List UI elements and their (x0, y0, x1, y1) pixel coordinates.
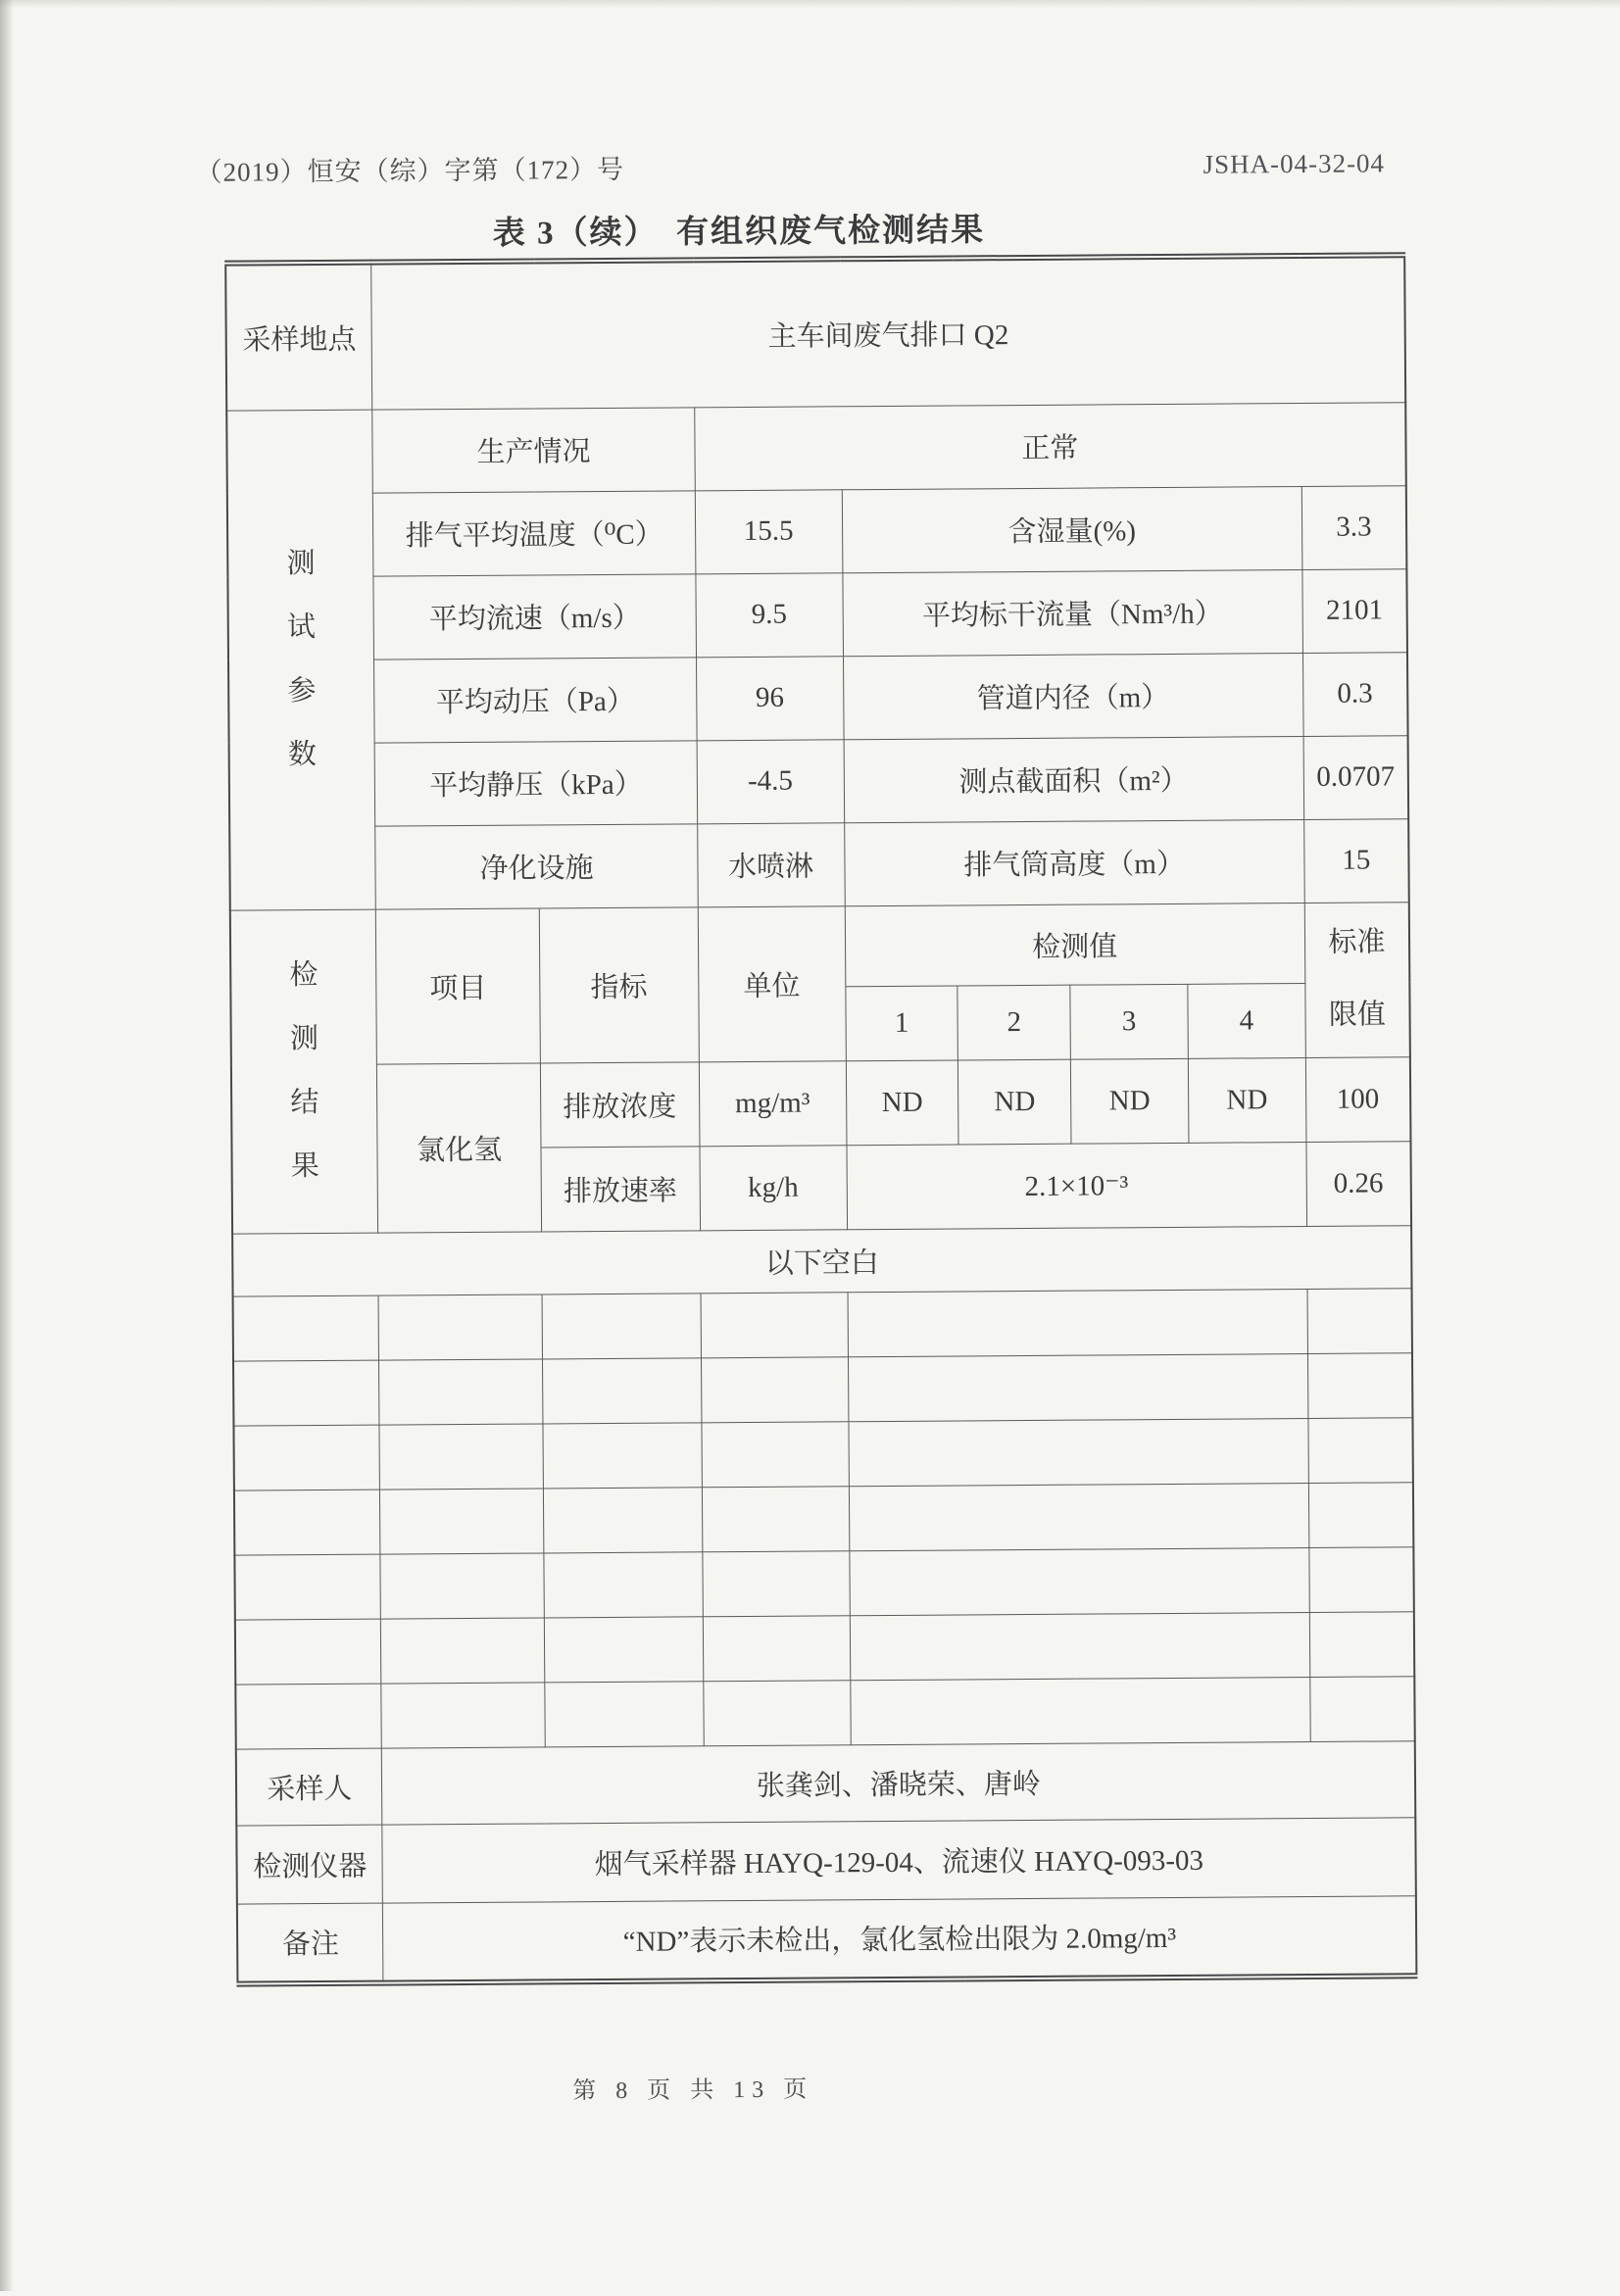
empty-cell (379, 1294, 543, 1359)
param-value: 3.3 (1301, 485, 1406, 569)
results-header-row (230, 902, 1410, 990)
blank-note-row (232, 1225, 1411, 1295)
empty-cell (381, 1682, 545, 1747)
empty-cell (542, 1357, 702, 1423)
empty-cell (849, 1418, 1309, 1486)
purification-value: 水喷淋 (697, 822, 845, 906)
empty-cell (1307, 1352, 1412, 1418)
empty-cell (701, 1292, 848, 1357)
blank-note: 以下空白 (232, 1225, 1411, 1295)
empty-cell (848, 1353, 1308, 1421)
production-row (226, 402, 1406, 493)
sampling-site-label: 采样地点 (225, 263, 372, 411)
param-value: 96 (696, 656, 844, 740)
purification-row (229, 818, 1409, 909)
result-value: ND (846, 1059, 958, 1145)
param-label: 平均静压（kPa） (375, 740, 698, 825)
indicator-header: 指标 (539, 906, 699, 1062)
empty-cell (233, 1295, 379, 1361)
empty-cell (544, 1616, 704, 1682)
param-value: -4.5 (697, 739, 845, 823)
empty-cell (702, 1486, 849, 1551)
empty-row (234, 1482, 1413, 1554)
param-label: 含湿量(%) (842, 486, 1302, 572)
empty-cell (235, 1619, 381, 1685)
production-value: 正常 (694, 402, 1405, 490)
form-code: JSHA-04-32-04 (1203, 148, 1386, 179)
empty-cell (1308, 1482, 1413, 1547)
instrument-row (236, 1817, 1416, 1903)
empty-cell (380, 1488, 544, 1553)
empty-cell (1307, 1288, 1412, 1353)
result-value: ND (1188, 1057, 1305, 1143)
param-label: 平均流速（m/s） (373, 573, 696, 659)
remark-value: “ND”表示未检出，氯化氢检出限为 2.0mg/m³ (383, 1895, 1417, 1982)
result-merged-value: 2.1×10⁻³ (847, 1142, 1307, 1229)
production-label: 生产情况 (372, 407, 695, 492)
item-header: 项目 (376, 907, 540, 1063)
empty-cell (543, 1551, 703, 1617)
empty-cell (381, 1617, 545, 1683)
page-number: 第 8 页 共 13 页 (572, 2076, 814, 2105)
empty-cell (849, 1547, 1309, 1615)
param-row (227, 485, 1407, 576)
empty-cell (234, 1554, 380, 1620)
result-value: ND (958, 1059, 1071, 1145)
limit-header: 标准 限值 (1304, 902, 1410, 1057)
sampler-label: 采样人 (236, 1748, 383, 1826)
empty-row (235, 1676, 1414, 1748)
empty-cell (235, 1684, 381, 1749)
param-row (227, 568, 1407, 659)
empty-cell (848, 1289, 1308, 1356)
param-value: 15.5 (695, 489, 843, 573)
result-indicator: 排放速率 (541, 1146, 701, 1231)
stack-height-label: 排气筒高度（m） (844, 819, 1304, 905)
empty-cell (850, 1677, 1310, 1744)
empty-cell (702, 1550, 849, 1616)
sampler-row (236, 1740, 1416, 1825)
empty-cell (234, 1490, 380, 1555)
empty-cell (703, 1680, 850, 1745)
result-value: ND (1070, 1058, 1188, 1144)
param-row (228, 652, 1408, 743)
param-row (229, 735, 1409, 826)
test-params-section-label: 测试参数 (226, 410, 376, 910)
sampling-site-value: 主车间废气排口 Q2 (371, 255, 1405, 409)
run-number: 3 (1070, 984, 1188, 1059)
empty-cell (379, 1423, 543, 1489)
empty-cell (702, 1421, 849, 1487)
empty-cell (1309, 1611, 1414, 1677)
empty-cell (233, 1360, 379, 1426)
empty-row (234, 1546, 1413, 1619)
empty-cell (701, 1356, 848, 1422)
table-title: 表 3（续） 有组织废气检测结果 (492, 213, 986, 252)
test-report-table (224, 252, 1417, 1986)
measured-values-header: 检测值 (845, 903, 1305, 986)
result-limit: 0.26 (1306, 1141, 1411, 1226)
results-section-label: 检测结果 (230, 909, 378, 1234)
param-value: 0.0707 (1303, 735, 1408, 819)
param-value: 9.5 (696, 572, 844, 657)
run-number: 1 (845, 985, 957, 1060)
purification-label: 净化设施 (375, 823, 698, 908)
param-label: 管道内径（m） (843, 653, 1303, 739)
param-label: 测点截面积（m²） (844, 736, 1304, 822)
remark-row (237, 1895, 1417, 1983)
result-unit: kg/h (700, 1145, 848, 1230)
empty-row (233, 1288, 1412, 1360)
result-limit: 100 (1305, 1056, 1410, 1142)
instrument-value: 烟气采样器 HAYQ-129-04、流速仪 HAYQ-093-03 (382, 1817, 1416, 1902)
pollutant-name: 氯化氢 (377, 1062, 541, 1232)
empty-cell (1309, 1546, 1414, 1612)
unit-header: 单位 (698, 905, 846, 1061)
remark-label: 备注 (237, 1903, 384, 1984)
empty-cell (1309, 1676, 1414, 1741)
empty-row (233, 1352, 1412, 1425)
result-indicator: 排放浓度 (540, 1061, 700, 1147)
empty-cell (380, 1552, 544, 1618)
empty-cell (850, 1612, 1310, 1680)
document-number: （2019）恒安（综）字第（172）号 (195, 154, 625, 187)
empty-cell (379, 1358, 543, 1424)
empty-cell (849, 1483, 1309, 1550)
param-label: 排气平均温度（⁰C） (373, 490, 696, 575)
sampling-site-row (225, 255, 1405, 410)
empty-cell (543, 1422, 703, 1488)
empty-row (235, 1611, 1414, 1684)
empty-cell (542, 1293, 702, 1358)
param-label: 平均动压（Pa） (374, 657, 697, 742)
instrument-label: 检测仪器 (236, 1825, 383, 1904)
param-label: 平均标干流量（Nm³/h） (843, 569, 1303, 656)
empty-cell (543, 1487, 703, 1552)
empty-cell (544, 1681, 704, 1746)
run-number: 2 (957, 985, 1070, 1060)
param-value: 0.3 (1302, 652, 1407, 736)
empty-cell (703, 1615, 850, 1681)
result-row-concentration (231, 1056, 1411, 1148)
run-number: 4 (1188, 983, 1305, 1058)
empty-row (233, 1417, 1412, 1490)
sampler-value: 张龚剑、潘晓荣、唐岭 (382, 1740, 1416, 1824)
empty-cell (233, 1425, 379, 1490)
param-value: 2101 (1302, 568, 1407, 653)
result-unit: mg/m³ (699, 1060, 847, 1146)
stack-height-value: 15 (1303, 818, 1408, 903)
empty-cell (1308, 1417, 1413, 1483)
